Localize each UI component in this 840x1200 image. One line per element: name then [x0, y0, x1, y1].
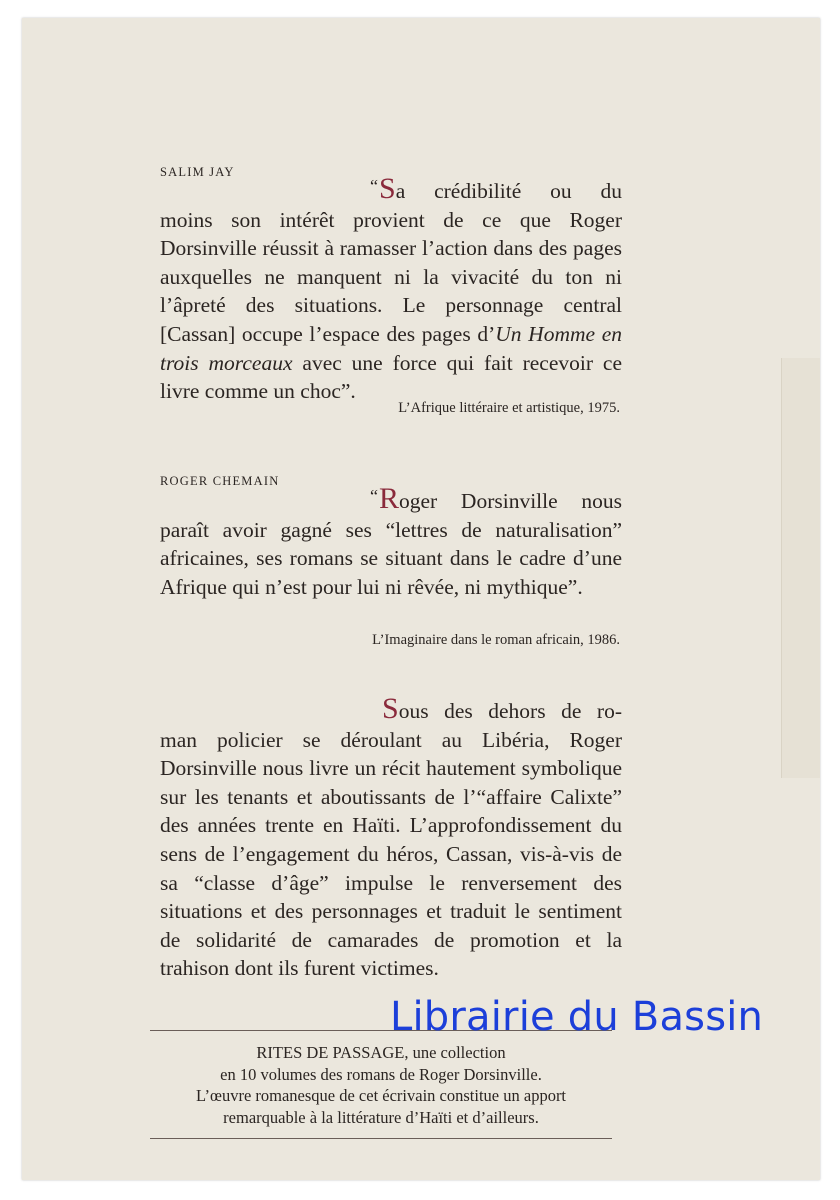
- drop-letter: S: [379, 172, 396, 205]
- bottom-divider: [150, 1138, 612, 1139]
- cover-flap-edge: [781, 358, 820, 778]
- open-quote-mark: “: [370, 176, 378, 196]
- collection-line-2: en 10 volumes des romans de Roger Dorsinville.: [220, 1064, 542, 1084]
- open-quote-mark: “: [370, 486, 378, 506]
- quote-body: paraît avoir gagné ses “lettres de naturalisation” africaines, ses romans se situant dans le cadre d’une Afrique qui n’est pour lui ni rêvée, ni mythique”.: [160, 517, 622, 599]
- bookseller-watermark: Librairie du Bassin: [390, 994, 764, 1040]
- quote-source-chemain: L’Imaginaire dans le roman africain, 1986.: [372, 632, 620, 648]
- drop-letter: R: [379, 482, 400, 515]
- book-title: Un Homme en trois morceaux: [160, 321, 622, 375]
- book-summary: [160, 694, 622, 983]
- summary-first-line: Sous des dehors de ro-: [382, 692, 622, 725]
- summary-body: man policier se déroulant au Libéria, Roger Dorsinville nous livre un récit hautement symbolique sur les tenants et aboutissants de l’“affaire Calixte” des années trente en Haïti. L’approfondissement du sens de l’engagement du héros, Cassan, vis-à-vis de sa “classe d’âge” impulse le renversement des situations et des personnages et traduit le sentiment de solidarité de camarades de promotion et la trahison dont ils furent victimes.: [160, 727, 622, 981]
- collection-line-1: RITES DE PASSAGE, une collection: [256, 1043, 506, 1062]
- quote-first-line: “Sa crédibilité ou du: [370, 172, 622, 205]
- quote-body: moins son intérêt provient de ce que Roger Dorsinville réussit à ramasser l’action dans des pages auxquelles ne manquent ni la vivacité du ton ni l’âpreté des situations. Le personnage central [Cassan] occupe l’espace des pages d’: [160, 207, 622, 346]
- quote-author-chemain: ROGER CHEMAIN: [160, 474, 280, 488]
- quote-chemain: [160, 482, 622, 601]
- quote-first-line: “Roger Dorsinville nous: [370, 482, 622, 515]
- collection-note: [150, 1042, 612, 1128]
- drop-letter: S: [382, 692, 399, 725]
- quote-source-jay: L’Afrique littéraire et artistique, 1975.: [398, 400, 620, 416]
- collection-line-3: L’œuvre romanesque de cet écrivain constitue un apport: [195, 1086, 567, 1105]
- quote-author-jay: SALIM JAY: [160, 165, 235, 179]
- collection-line-4: remarquable à la littérature d’Haïti et d’ailleurs.: [223, 1107, 539, 1127]
- quote-jay: “Sa crédibilité ou du moins son intérêt provient de ce que Roger Dorsinville réussit à ramasser l’action dans des pages auxquelles ne manquent ni la vivacité du ton ni l’âpreté des situations. Le personnage central [Cassan] occupe l’espace des pages d’Un Homme en trois morceaux avec une force qui fait recevoir ce livre comme un choc”.: [160, 172, 622, 404]
